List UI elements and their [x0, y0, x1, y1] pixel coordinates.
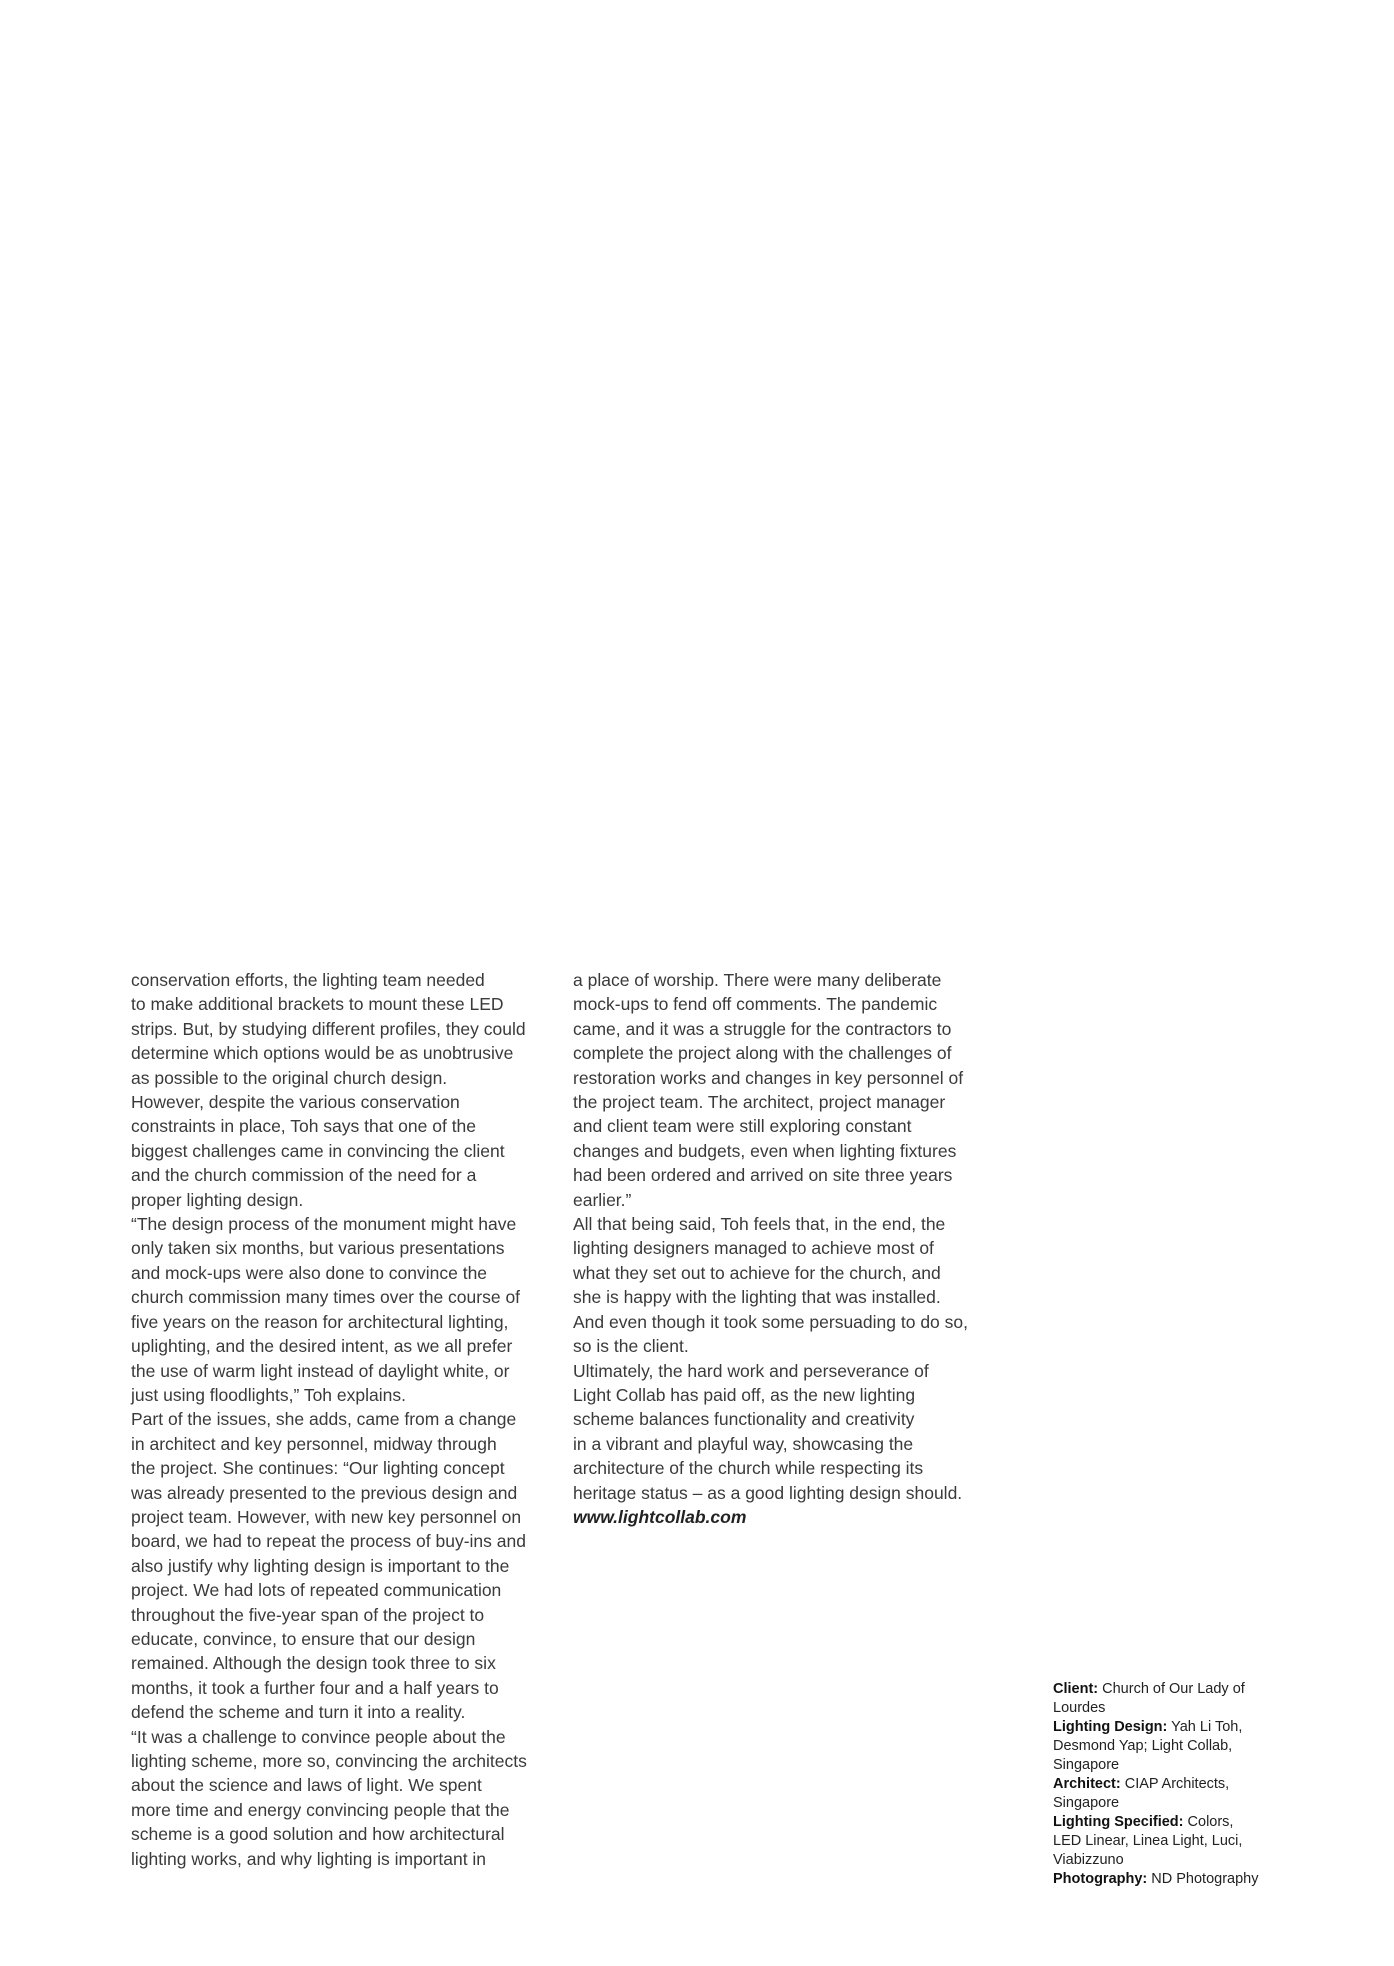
text-line: architecture of the church while respecting its: [573, 1458, 924, 1479]
article-column-2: [573, 968, 968, 1529]
text-line: also justify why lighting design is important to the: [131, 1555, 510, 1576]
website-link[interactable]: www.lightcollab.com: [573, 1506, 747, 1527]
text-line: and the church commission of the need for a: [131, 1165, 477, 1186]
text-line: scheme is a good solution and how architectural: [131, 1824, 505, 1845]
credit-value: Yah Li Toh,: [1167, 1719, 1243, 1735]
text-line: came, and it was a struggle for the contractors to: [573, 1018, 952, 1039]
text-line: a place of worship. There were many deliberate: [573, 970, 942, 990]
credit-value: Singapore: [1053, 1757, 1120, 1773]
text-line: “It was a challenge to convince people about the: [131, 1726, 506, 1747]
text-line: lighting works, and why lighting is important in: [131, 1848, 487, 1869]
text-line: All that being said, Toh feels that, in the end, the: [573, 1214, 946, 1235]
credit-entry: [1053, 1680, 1258, 1718]
text-line: lighting scheme, more so, convincing the architects: [131, 1751, 527, 1771]
text-line: months, it took a further four and a half years to: [131, 1677, 499, 1698]
text-line: as possible to the original church design.: [131, 1067, 448, 1088]
text-line: conservation efforts, the lighting team needed: [131, 970, 485, 990]
text-line: scheme balances functionality and creativity: [573, 1409, 915, 1430]
text-line: board, we had to repeat the process of buy-ins and: [131, 1531, 526, 1552]
credit-value: Desmond Yap; Light Collab,: [1053, 1738, 1233, 1754]
text-line: so is the client.: [573, 1336, 689, 1357]
credit-label: Lighting Design:: [1053, 1719, 1168, 1735]
text-line: lighting designers managed to achieve most of: [573, 1238, 934, 1259]
text-line: the project. She continues: “Our lighting concept: [131, 1458, 505, 1479]
credit-value: Colors,: [1183, 1814, 1234, 1830]
text-line: more time and energy convincing people that the: [131, 1799, 510, 1820]
credit-entry: [1053, 1718, 1258, 1775]
text-line: Part of the issues, she adds, came from a change: [131, 1409, 517, 1430]
text-line: throughout the five-year span of the project to: [131, 1604, 485, 1625]
text-line: only taken six months, but various presentations: [131, 1238, 505, 1259]
text-line: Ultimately, the hard work and perseverance of: [573, 1360, 929, 1381]
text-line: constraints in place, Toh says that one of the: [131, 1116, 477, 1137]
article-column-1: [131, 968, 527, 1871]
text-line: the project team. The architect, project manager: [573, 1092, 946, 1113]
text-line: to make additional brackets to mount these LED: [131, 994, 504, 1015]
credit-value: Singapore: [1053, 1795, 1120, 1811]
text-line: church commission many times over the course of: [131, 1287, 521, 1308]
credit-value: ND Photography: [1147, 1871, 1259, 1887]
credit-entry: [1053, 1775, 1258, 1813]
text-line: educate, convince, to ensure that our design: [131, 1628, 476, 1649]
text-line: heritage status – as a good lighting design should.: [573, 1482, 963, 1503]
text-line: just using floodlights,” Toh explains.: [131, 1384, 406, 1405]
text-line: determine which options would be as unobtrusive: [131, 1043, 514, 1064]
text-line: in a vibrant and playful way, showcasing the: [573, 1433, 914, 1454]
text-line: was already presented to the previous design and: [131, 1482, 518, 1503]
credit-value: CIAP Architects,: [1120, 1776, 1230, 1792]
text-line: However, despite the various conservation: [131, 1092, 460, 1113]
text-line: about the science and laws of light. We spent: [131, 1775, 482, 1796]
text-line: project team. However, with new key personnel on: [131, 1506, 522, 1527]
credit-entry: [1053, 1813, 1258, 1870]
credit-value: Lourdes: [1053, 1700, 1106, 1716]
credit-label: Photography:: [1053, 1871, 1148, 1887]
text-line: and client team were still exploring constant: [573, 1116, 912, 1137]
text-line: And even though it took some persuading to do so,: [573, 1311, 968, 1332]
text-line: defend the scheme and turn it into a reality.: [131, 1702, 466, 1723]
credit-value: Viabizzuno: [1053, 1852, 1124, 1868]
text-line: “The design process of the monument might have: [131, 1214, 517, 1235]
text-line: strips. But, by studying different profiles, they could: [131, 1018, 526, 1039]
text-line: complete the project along with the challenges of: [573, 1043, 952, 1064]
text-line: and mock-ups were also done to convince the: [131, 1262, 488, 1283]
text-line: Light Collab has paid off, as the new lighting: [573, 1384, 916, 1405]
text-line: five years on the reason for architectural lighting,: [131, 1311, 509, 1332]
credit-value: LED Linear, Linea Light, Luci,: [1053, 1833, 1243, 1849]
text-line: earlier.”: [573, 1189, 632, 1210]
text-line: biggest challenges came in convincing the client: [131, 1140, 505, 1161]
text-line: the use of warm light instead of daylight white, or: [131, 1360, 510, 1381]
text-line: restoration works and changes in key personnel of: [573, 1067, 964, 1088]
credit-entry: [1053, 1870, 1258, 1889]
text-line: had been ordered and arrived on site three years: [573, 1165, 953, 1186]
project-credits: [1053, 1680, 1258, 1889]
text-line: project. We had lots of repeated communication: [131, 1580, 502, 1601]
text-line: uplighting, and the desired intent, as we all prefer: [131, 1336, 513, 1357]
credit-label: Architect:: [1053, 1776, 1121, 1792]
text-line: what they set out to achieve for the church, and: [573, 1262, 941, 1283]
text-line: proper lighting design.: [131, 1189, 304, 1210]
credit-value: Church of Our Lady of: [1098, 1681, 1245, 1697]
credit-label: Lighting Specified:: [1053, 1814, 1184, 1830]
text-line: she is happy with the lighting that was installed.: [573, 1287, 941, 1308]
text-line: remained. Although the design took three to six: [131, 1653, 496, 1674]
text-line: changes and budgets, even when lighting fixtures: [573, 1140, 957, 1161]
text-line: in architect and key personnel, midway through: [131, 1433, 497, 1454]
text-line: mock-ups to fend off comments. The pandemic: [573, 994, 938, 1015]
credit-label: Client:: [1053, 1681, 1099, 1697]
